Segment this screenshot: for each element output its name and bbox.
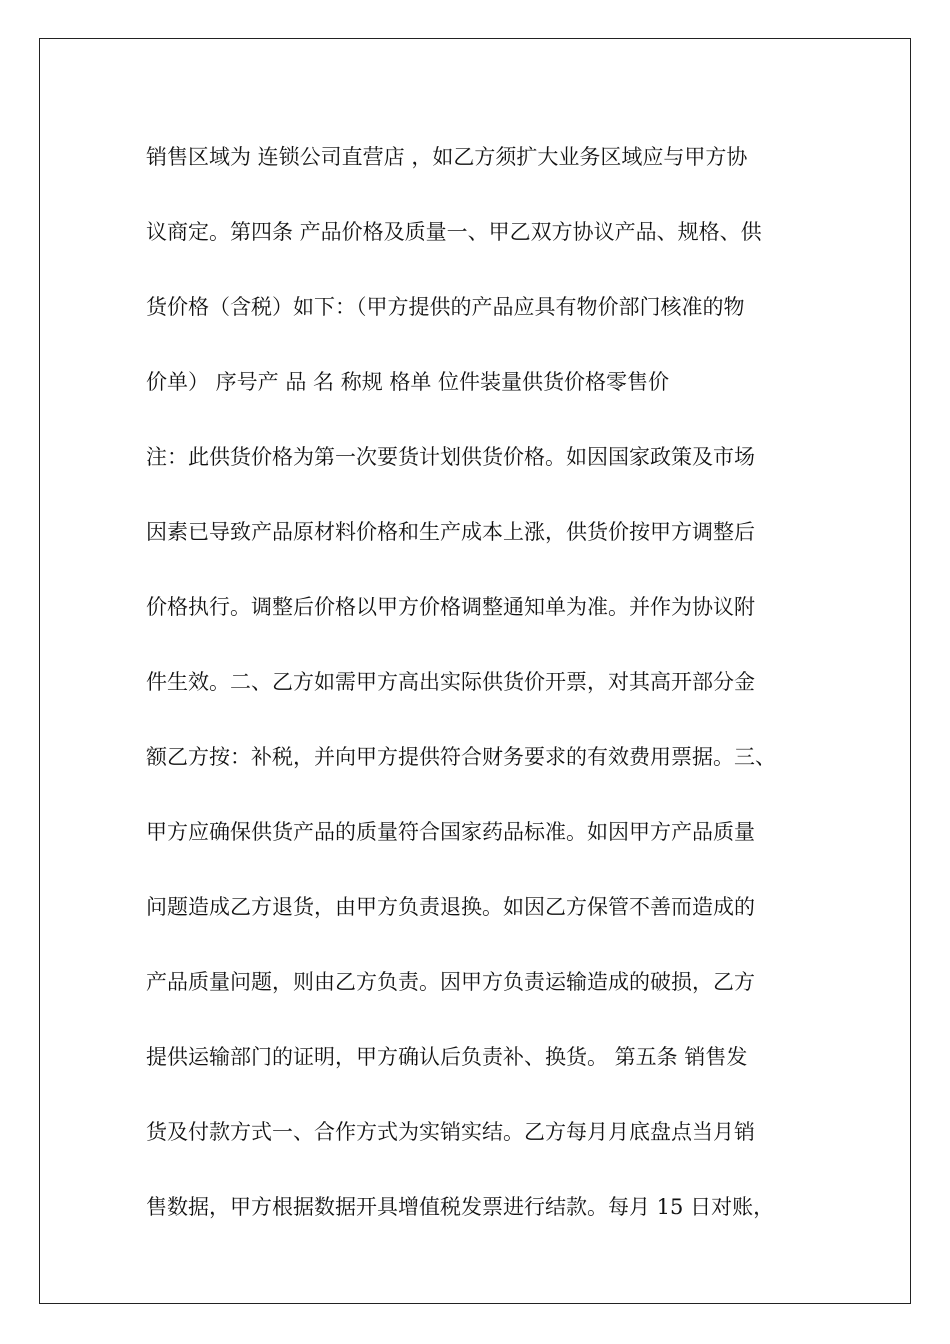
text-line-10: 甲方应确保供货产品的质量符合国家药品标准。如因甲方产品质量 (146, 820, 755, 844)
text-line-7: 价格执行。调整后价格以甲方价格调整通知单为准。并作为协议附 (146, 595, 755, 619)
text-line-12: 产品质量问题，则由乙方负责。因甲方负责运输造成的破损，乙方 (146, 970, 755, 994)
document-body (146, 120, 806, 1245)
text-line-13: 提供运输部门的证明，甲方确认后负责补、换货。 第五条 销售发 (146, 1045, 748, 1069)
text-line-11: 问题造成乙方退货，由甲方负责退换。如因乙方保管不善而造成的 (146, 895, 755, 919)
text-line-6: 因素已导致产品原材料价格和生产成本上涨，供货价按甲方调整后 (146, 520, 755, 544)
text-line-15: 售数据，甲方根据数据开具增值税发票进行结款。每月 15 日对账， (146, 1195, 775, 1219)
text-line-8: 件生效。二、乙方如需甲方高出实际供货价开票，对其高开部分金 (146, 670, 755, 694)
text-line-5: 注：此供货价格为第一次要货计划供货价格。如因国家政策及市场 (146, 445, 755, 469)
text-line-1: 销售区域为 连锁公司直营店 ，如乙方须扩大业务区域应与甲方协 (146, 145, 748, 169)
text-line-9: 额乙方按：补税，并向甲方提供符合财务要求的有效费用票据。三、 (146, 745, 776, 769)
text-line-4: 价单） 序号产 品 名 称规 格单 位件装量供货价格零售价 (146, 370, 670, 394)
text-line-14: 货及付款方式一、合作方式为实销实结。乙方每月月底盘点当月销 (146, 1120, 755, 1144)
text-line-3: 货价格（含税）如下：（甲方提供的产品应具有物价部门核准的物 (146, 295, 745, 319)
text-line-2: 议商定。第四条 产品价格及质量一、甲乙双方协议产品、规格、供 (146, 220, 762, 244)
